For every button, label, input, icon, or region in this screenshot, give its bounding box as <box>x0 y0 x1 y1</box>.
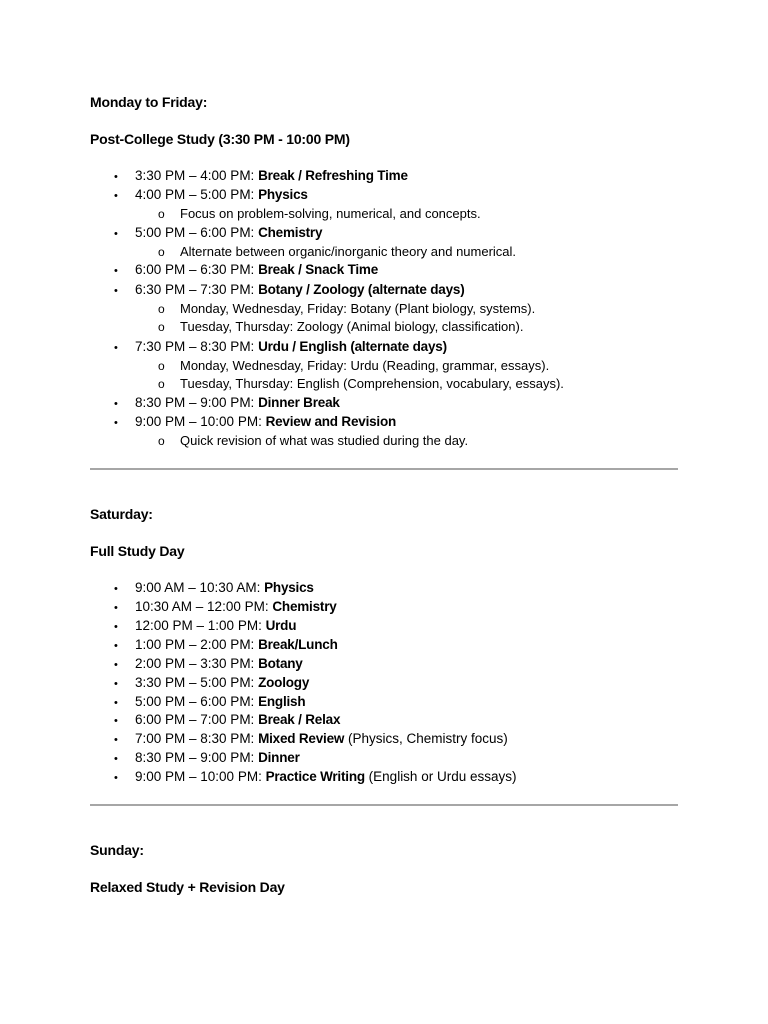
subitem-text: Monday, Wednesday, Friday: Botany (Plant biology, systems). <box>180 301 536 316</box>
item-label: Dinner <box>258 750 300 765</box>
bullet-icon: • <box>114 621 118 633</box>
item-label: English <box>258 694 306 709</box>
section-divider <box>90 804 678 806</box>
item-time: 9:00 AM – 10:30 AM: <box>135 580 265 595</box>
weekday-item <box>114 281 465 300</box>
item-time: 2:00 PM – 3:30 PM: <box>135 656 259 671</box>
sub-bullet-icon: o <box>158 434 165 448</box>
bullet-icon: • <box>114 753 118 765</box>
item-label: Zoology <box>258 675 310 690</box>
item-label: Chemistry <box>272 599 337 614</box>
subitem-text: Tuesday, Thursday: Zoology (Animal biology, classification). <box>180 319 524 334</box>
weekday-subitem <box>158 318 523 336</box>
bullet-icon: • <box>114 734 118 746</box>
weekday-subitem <box>158 432 468 450</box>
bullet-icon: • <box>114 171 118 183</box>
item-note: (English or Urdu essays) <box>364 769 517 784</box>
bullet-icon: • <box>114 228 118 240</box>
saturday-item <box>114 749 300 768</box>
bullet-icon: • <box>114 602 118 614</box>
item-time: 5:00 PM – 6:00 PM: <box>135 694 259 709</box>
weekday-subheading: Post-College Study (3:30 PM - 10:00 PM) <box>90 131 350 147</box>
subitem-text: Focus on problem-solving, numerical, and concepts. <box>180 206 481 221</box>
weekday-subitem <box>158 205 481 223</box>
bullet-icon: • <box>114 583 118 595</box>
item-time: 1:00 PM – 2:00 PM: <box>135 637 259 652</box>
weekday-item <box>114 167 408 186</box>
weekday-item <box>114 338 447 357</box>
item-time: 12:00 PM – 1:00 PM: <box>135 618 266 633</box>
saturday-item <box>114 636 338 655</box>
item-label: Review and Revision <box>265 414 397 429</box>
bullet-icon: • <box>114 659 118 671</box>
item-label: Chemistry <box>258 225 323 240</box>
item-label: Break / Relax <box>258 712 341 727</box>
saturday-item <box>114 579 314 598</box>
weekday-subitem <box>158 300 535 318</box>
bullet-icon: • <box>114 678 118 690</box>
sunday-subheading: Relaxed Study + Revision Day <box>90 879 285 895</box>
subitem-text: Alternate between organic/inorganic theory and numerical. <box>180 244 517 259</box>
bullet-icon: • <box>114 640 118 652</box>
saturday-heading: Saturday: <box>90 506 153 522</box>
item-label: Physics <box>258 187 308 202</box>
weekday-subitem <box>158 375 564 393</box>
weekday-heading: Monday to Friday: <box>90 94 208 110</box>
bullet-icon: • <box>114 265 118 277</box>
item-time: 4:00 PM – 5:00 PM: <box>135 187 259 202</box>
item-label: Practice Writing <box>265 769 365 784</box>
subitem-text: Quick revision of what was studied during the day. <box>180 433 469 448</box>
sub-bullet-icon: o <box>158 245 165 259</box>
subitem-text: Monday, Wednesday, Friday: Urdu (Reading, grammar, essays). <box>180 358 550 373</box>
bullet-icon: • <box>114 398 118 410</box>
item-time: 9:00 PM – 10:00 PM: <box>135 414 266 429</box>
item-label: Mixed Review <box>258 731 345 746</box>
item-time: 6:00 PM – 6:30 PM: <box>135 262 259 277</box>
item-time: 7:00 PM – 8:30 PM: <box>135 731 259 746</box>
item-label: Dinner Break <box>258 395 340 410</box>
weekday-item <box>114 394 340 413</box>
item-label: Physics <box>264 580 314 595</box>
item-label: Break / Refreshing Time <box>258 168 408 183</box>
item-label: Botany <box>258 656 303 671</box>
item-label: Break / Snack Time <box>258 262 379 277</box>
subitem-text: Tuesday, Thursday: English (Comprehension, vocabulary, essays). <box>180 376 564 391</box>
item-time: 9:00 PM – 10:00 PM: <box>135 769 266 784</box>
sunday-heading: Sunday: <box>90 842 144 858</box>
item-time: 6:30 PM – 7:30 PM: <box>135 282 259 297</box>
weekday-item <box>114 224 322 243</box>
sub-bullet-icon: o <box>158 377 165 391</box>
bullet-icon: • <box>114 190 118 202</box>
weekday-item <box>114 186 308 205</box>
sub-bullet-icon: o <box>158 302 165 316</box>
section-divider <box>90 468 678 470</box>
item-label: Urdu <box>265 618 297 633</box>
saturday-item <box>114 655 303 674</box>
saturday-item <box>114 617 296 636</box>
saturday-item <box>114 711 340 730</box>
item-time: 3:30 PM – 4:00 PM: <box>135 168 259 183</box>
weekday-subitem <box>158 243 516 261</box>
item-time: 6:00 PM – 7:00 PM: <box>135 712 259 727</box>
item-time: 7:30 PM – 8:30 PM: <box>135 339 259 354</box>
saturday-item <box>114 598 337 617</box>
item-note: (Physics, Chemistry focus) <box>344 731 508 746</box>
item-label: Botany / Zoology (alternate days) <box>258 282 465 297</box>
bullet-icon: • <box>114 285 118 297</box>
sub-bullet-icon: o <box>158 359 165 373</box>
saturday-item <box>114 674 309 693</box>
bullet-icon: • <box>114 697 118 709</box>
weekday-item <box>114 413 396 432</box>
item-label: Break/Lunch <box>258 637 338 652</box>
weekday-item <box>114 261 378 280</box>
saturday-item <box>114 730 508 749</box>
item-time: 10:30 AM – 12:00 PM: <box>135 599 273 614</box>
bullet-icon: • <box>114 715 118 727</box>
sub-bullet-icon: o <box>158 320 165 334</box>
saturday-item <box>114 693 305 712</box>
weekday-subitem <box>158 357 549 375</box>
bullet-icon: • <box>114 417 118 429</box>
item-time: 8:30 PM – 9:00 PM: <box>135 750 259 765</box>
item-time: 8:30 PM – 9:00 PM: <box>135 395 259 410</box>
bullet-icon: • <box>114 342 118 354</box>
sub-bullet-icon: o <box>158 207 165 221</box>
item-time: 3:30 PM – 5:00 PM: <box>135 675 259 690</box>
saturday-item <box>114 768 516 787</box>
item-time: 5:00 PM – 6:00 PM: <box>135 225 259 240</box>
bullet-icon: • <box>114 772 118 784</box>
saturday-subheading: Full Study Day <box>90 543 185 559</box>
item-label: Urdu / English (alternate days) <box>258 339 447 354</box>
